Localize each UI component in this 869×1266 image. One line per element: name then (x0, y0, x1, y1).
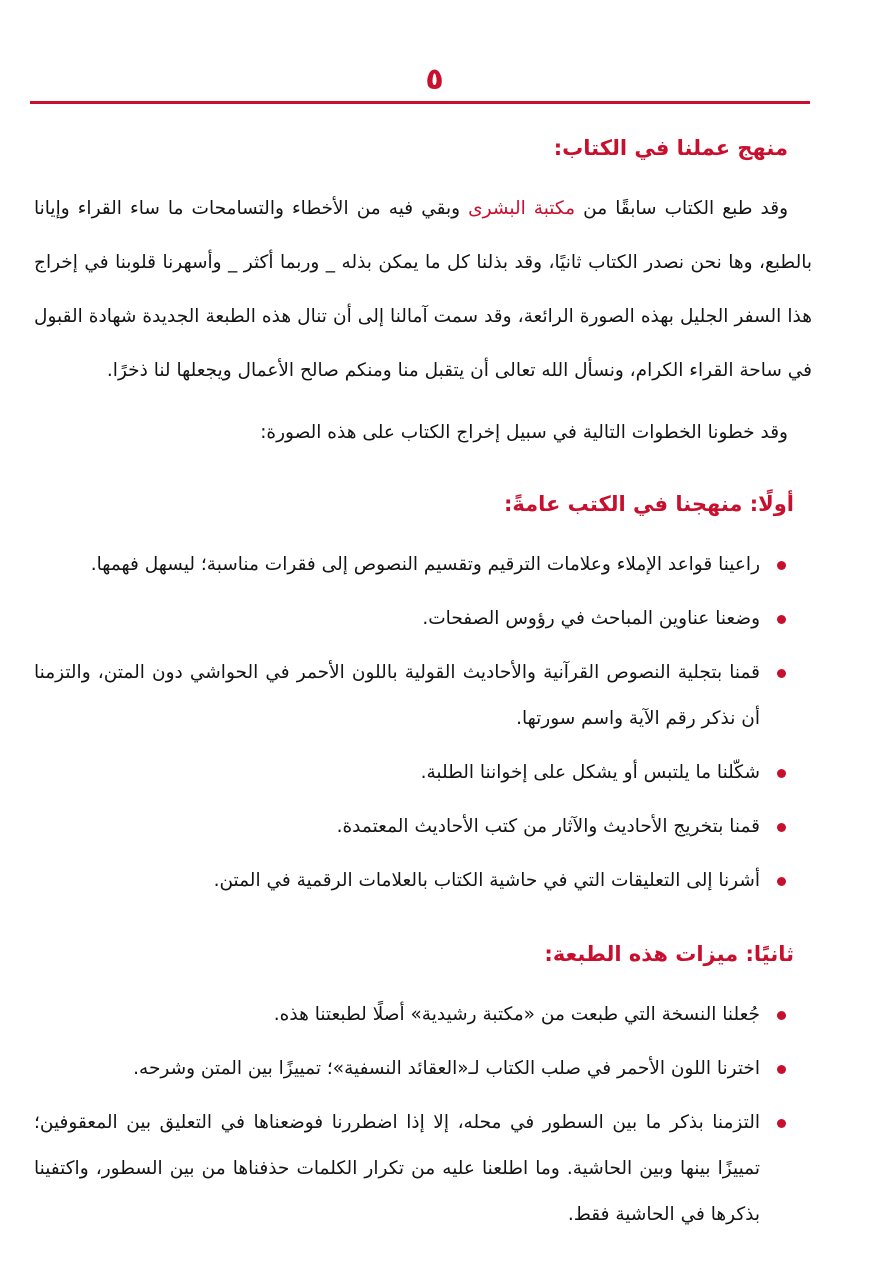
section-one-list (34, 542, 812, 904)
list-item-text: وضعنا عناوين المباحث في رؤوس الصفحات. (422, 608, 760, 629)
intro-text-rest: وبقي فيه من الأخطاء والتسامحات ما ساء القراء وإيانا بالطبع، وها نحن نصدر الكتاب ثانيًا، وقد بذلنا كل ما يمكن بذله _ وربما أكثر _ وأسهرنا قلوبنا في إخراج هذا السفر الجليل بهذه الصورة الرائعة، وقد سمت آمالنا إلى أن تنال هذه الطبعة الجديدة شهادة القبول في ساحة القراء الكرام، ونسأل الله تعالى أن يتقبل منا ومنكم صالح الأعمال ويجعلها لنا ذخرًا. (34, 198, 812, 381)
list-item (34, 650, 812, 742)
list-item-text: راعينا قواعد الإملاء وعلامات الترقيم وتقسيم النصوص إلى فقرات مناسبة؛ ليسهل فهمها. (90, 554, 760, 575)
intro-paragraph (34, 182, 812, 398)
bullet-icon (777, 1119, 786, 1128)
list-item-text: اخترنا اللون الأحمر في صلب الكتاب لـ«العقائد النسفية»؛ تمييزًا بين المتن وشرحه. (133, 1058, 760, 1079)
list-item (34, 858, 812, 904)
list-item (34, 804, 812, 850)
bullet-icon (777, 1065, 786, 1074)
list-item (34, 1046, 812, 1092)
intro-text-start: وقد طبع الكتاب سابقًا من (575, 198, 789, 219)
page-number: ٥ (425, 62, 444, 97)
bullet-icon (777, 769, 786, 778)
list-item (34, 596, 812, 642)
bullet-icon (777, 877, 786, 886)
list-item (34, 542, 812, 588)
list-item (34, 1100, 812, 1238)
bullet-icon (777, 561, 786, 570)
section-two-list (34, 992, 812, 1238)
list-item-text: أشرنا إلى التعليقات التي في حاشية الكتاب بالعلامات الرقمية في المتن. (213, 870, 760, 891)
list-item-text: شكّلنا ما يلتبس أو يشكل على إخواننا الطلبة. (420, 762, 760, 783)
section-two-heading: ثانيًا: ميزات هذه الطبعة: (544, 942, 794, 966)
list-item (34, 992, 812, 1038)
list-item (34, 750, 812, 796)
methodology-heading: منهج عملنا في الكتاب: (553, 136, 788, 160)
bullet-icon (777, 1011, 786, 1020)
bullet-icon (777, 823, 786, 832)
header-rule (30, 101, 810, 104)
steps-intro-paragraph: وقد خطونا الخطوات التالية في سبيل إخراج الكتاب على هذه الصورة: (260, 422, 788, 443)
list-item-text: قمنا بتخريج الأحاديث والآثار من كتب الأحاديث المعتمدة. (336, 816, 760, 837)
section-one-heading: أولًا: منهجنا في الكتب عامةً: (503, 492, 794, 516)
library-name-highlight: مكتبة البشرى (468, 198, 576, 219)
page-content (34, 128, 812, 1246)
list-item-text: التزمنا بذكر ما بين السطور في محله، إلا إذا اضطررنا فوضعناها في التعليق بين المعقوفين؛ تمييزًا بينها وبين الحاشية. وما اطلعنا عليه من تكرار الكلمات حذفناها من بين السطور، واكتفينا بذكرها في الحاشية فقط. (34, 1112, 760, 1225)
bullet-icon (777, 669, 786, 678)
list-item-text: قمنا بتجلية النصوص القرآنية والأحاديث القولية باللون الأحمر في الحواشي دون المتن، والتزمنا أن نذكر رقم الآية واسم سورتها. (34, 662, 760, 729)
list-item-text: جُعلنا النسخة التي طبعت من «مكتبة رشيدية» أصلًا لطبعتنا هذه. (273, 1004, 760, 1025)
bullet-icon (777, 615, 786, 624)
